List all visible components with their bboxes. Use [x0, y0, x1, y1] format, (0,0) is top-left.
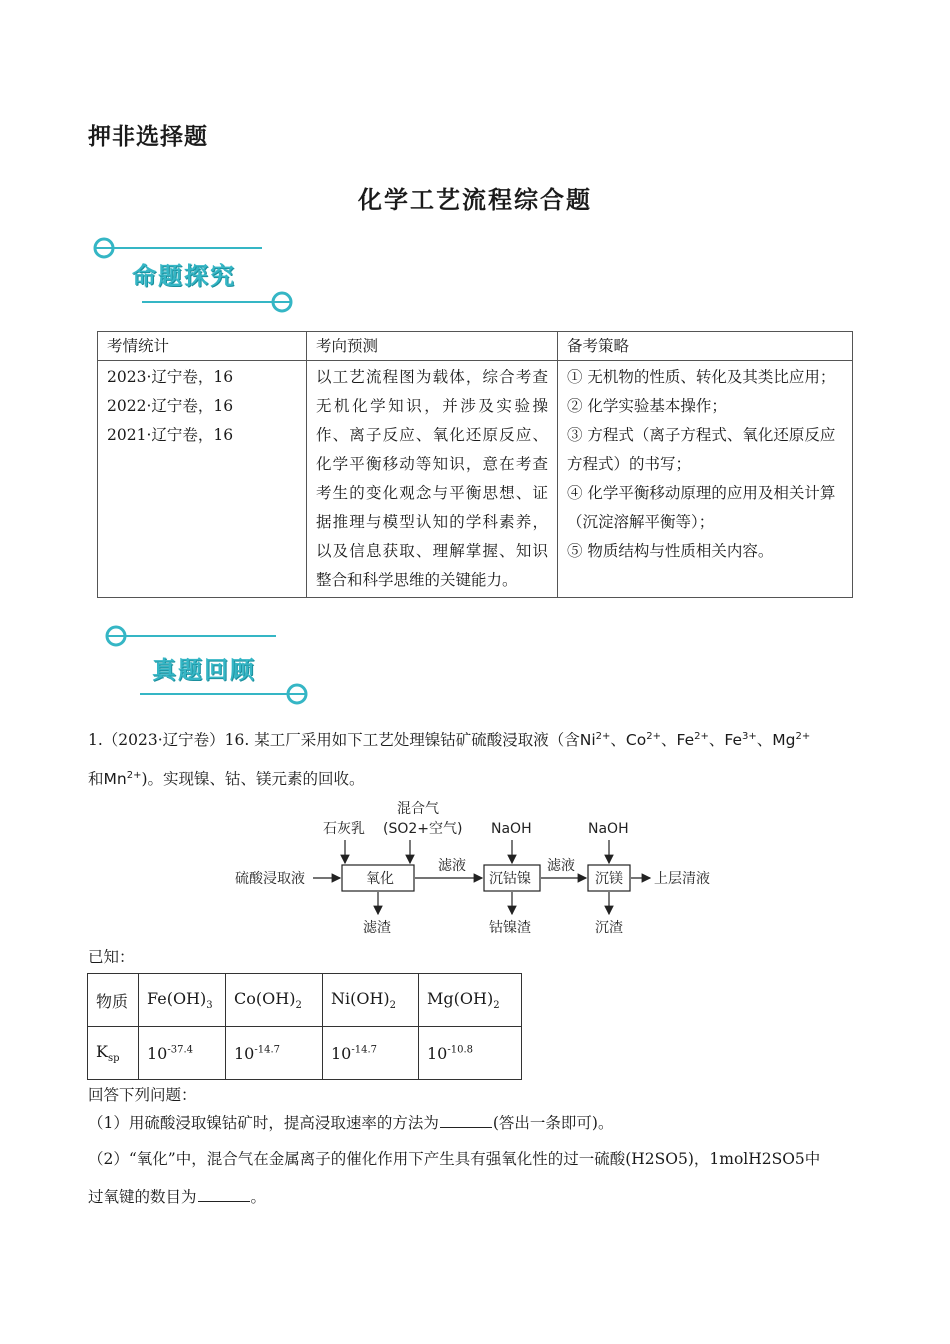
ksp-header-substance: 物质 — [88, 974, 139, 1027]
stem-text: 1.（2023·辽宁卷）16. 某工厂采用如下工艺处理镍钴矿硫酸浸取液（含 — [88, 731, 580, 750]
sub-question-1: （1）用硫酸浸取镍钴矿时，提高浸取速率的方法为 (答出一条即可)。 — [88, 1114, 614, 1132]
ksp-ni: $10^{-14.7}$ — [323, 1027, 419, 1080]
page-title: 化学工艺流程综合题 — [358, 186, 592, 214]
reagent-gas-formula: (SO2+空气) — [383, 821, 463, 837]
flow-input: 硫酸浸取液 — [235, 871, 305, 887]
strategy-cell — [558, 361, 853, 598]
flow-output: 上层清液 — [654, 871, 710, 887]
exam-statistics-table — [97, 331, 853, 598]
sub-question-2: （2）“氧化”中，混合气在金属离子的催化作用下产生具有强氧化性的过一硫酸(H2SO5)，1molH2SO5中 — [88, 1150, 821, 1168]
ion: $Fe^{3+}$ — [724, 731, 757, 750]
stat-item: 2022·辽宁卷，16 — [107, 397, 234, 415]
substance-fe: $Fe(OH)_3$ — [139, 974, 226, 1027]
header-strategy: 备考策略 — [558, 332, 853, 361]
ksp-mg: $10^{-10.8}$ — [419, 1027, 522, 1080]
banner-label: 命题探究 — [132, 262, 236, 290]
stats-cell — [98, 361, 307, 598]
ksp-co: $10^{-14.7}$ — [226, 1027, 323, 1080]
residue-3: 沉渣 — [595, 920, 623, 936]
section-title: 押非选择题 — [88, 124, 208, 150]
ion: $Ni^{2+}$ — [579, 731, 611, 750]
sub-question-2-line2: 过氧键的数目为 。 — [88, 1188, 267, 1206]
ion: $Co^{2+}$ — [625, 731, 661, 750]
header-stats: 考情统计 — [98, 332, 307, 361]
banner-proposition — [92, 232, 322, 322]
ion: $Mg^{2+}$ — [772, 731, 811, 750]
banner-review — [100, 620, 330, 710]
strategy-item: ② 化学实验基本操作； — [567, 397, 727, 415]
reagent-naoh-2: NaOH — [588, 821, 629, 837]
prediction-cell: 以工艺流程图为载体，综合考查无机化学知识，并涉及实验操作、离子反应、氧化还原反应、化学平衡移动等知识，意在考查考生的变化观念与平衡思想、证据推理与模型认知的学科素养，以及信息获取、理解掌握、知识整合和科学思维的关键能力。 — [307, 361, 558, 598]
strategy-item: ③ 方程式（离子方程式、氧化还原反应方程式）的书写； — [567, 426, 836, 473]
answer-blank[interactable] — [198, 1187, 250, 1202]
box-oxidation: 氧化 — [366, 871, 394, 887]
ksp-fe: $10^{-37.4}$ — [139, 1027, 226, 1080]
header-prediction: 考向预测 — [307, 332, 558, 361]
reagent-gas-label: 混合气 — [397, 801, 439, 817]
box-mg-precipitation: 沉镁 — [595, 871, 623, 887]
strategy-item: ⑤ 物质结构与性质相关内容。 — [567, 542, 774, 560]
ksp-header-value: $K_{sp}$ — [88, 1027, 139, 1080]
box-co-ni-precipitation: 沉钴镍 — [489, 871, 531, 887]
reagent-lime: 石灰乳 — [323, 821, 365, 837]
substance-mg: $Mg(OH)_2$ — [419, 974, 522, 1027]
question-stem: 1.（2023·辽宁卷）16. 某工厂采用如下工艺处理镍钴矿硫酸浸取液（含$Ni^{2+}$、$Co^{2+}$、$Fe^{2+}$、$Fe^{3+}$、$Mg^{2+}$ — [88, 731, 811, 750]
process-flowchart — [225, 796, 725, 941]
formula-h2so5: (H2SO5)，1molH2SO5中 — [625, 1150, 821, 1168]
known-label: 已知： — [88, 948, 135, 966]
ksp-table — [87, 973, 522, 1080]
answer-prompt: 回答下列问题： — [88, 1086, 197, 1104]
residue-1: 滤渣 — [363, 920, 391, 936]
substance-ni: $Ni(OH)_2$ — [323, 974, 419, 1027]
strategy-item: ① 无机物的性质、转化及其类比应用； — [567, 368, 836, 386]
ion: $Mn^{2+}$ — [103, 770, 142, 789]
residue-2: 钴镍渣 — [489, 920, 531, 936]
answer-blank[interactable] — [440, 1113, 492, 1128]
stat-item: 2023·辽宁卷，16 — [107, 368, 234, 386]
ion: $Fe^{2+}$ — [676, 731, 709, 750]
banner-label: 真题回顾 — [152, 656, 256, 684]
question-stem-line2: 和$Mn^{2+}$)。实现镍、钴、镁元素的回收。 — [88, 770, 365, 789]
filtrate-1: 滤液 — [438, 858, 466, 874]
substance-co: $Co(OH)_2$ — [226, 974, 323, 1027]
reagent-naoh-1: NaOH — [491, 821, 532, 837]
stat-item: 2021·辽宁卷，16 — [107, 426, 234, 444]
filtrate-2: 滤液 — [547, 858, 575, 874]
strategy-item: ④ 化学平衡移动原理的应用及相关计算（沉淀溶解平衡等）； — [567, 484, 836, 531]
